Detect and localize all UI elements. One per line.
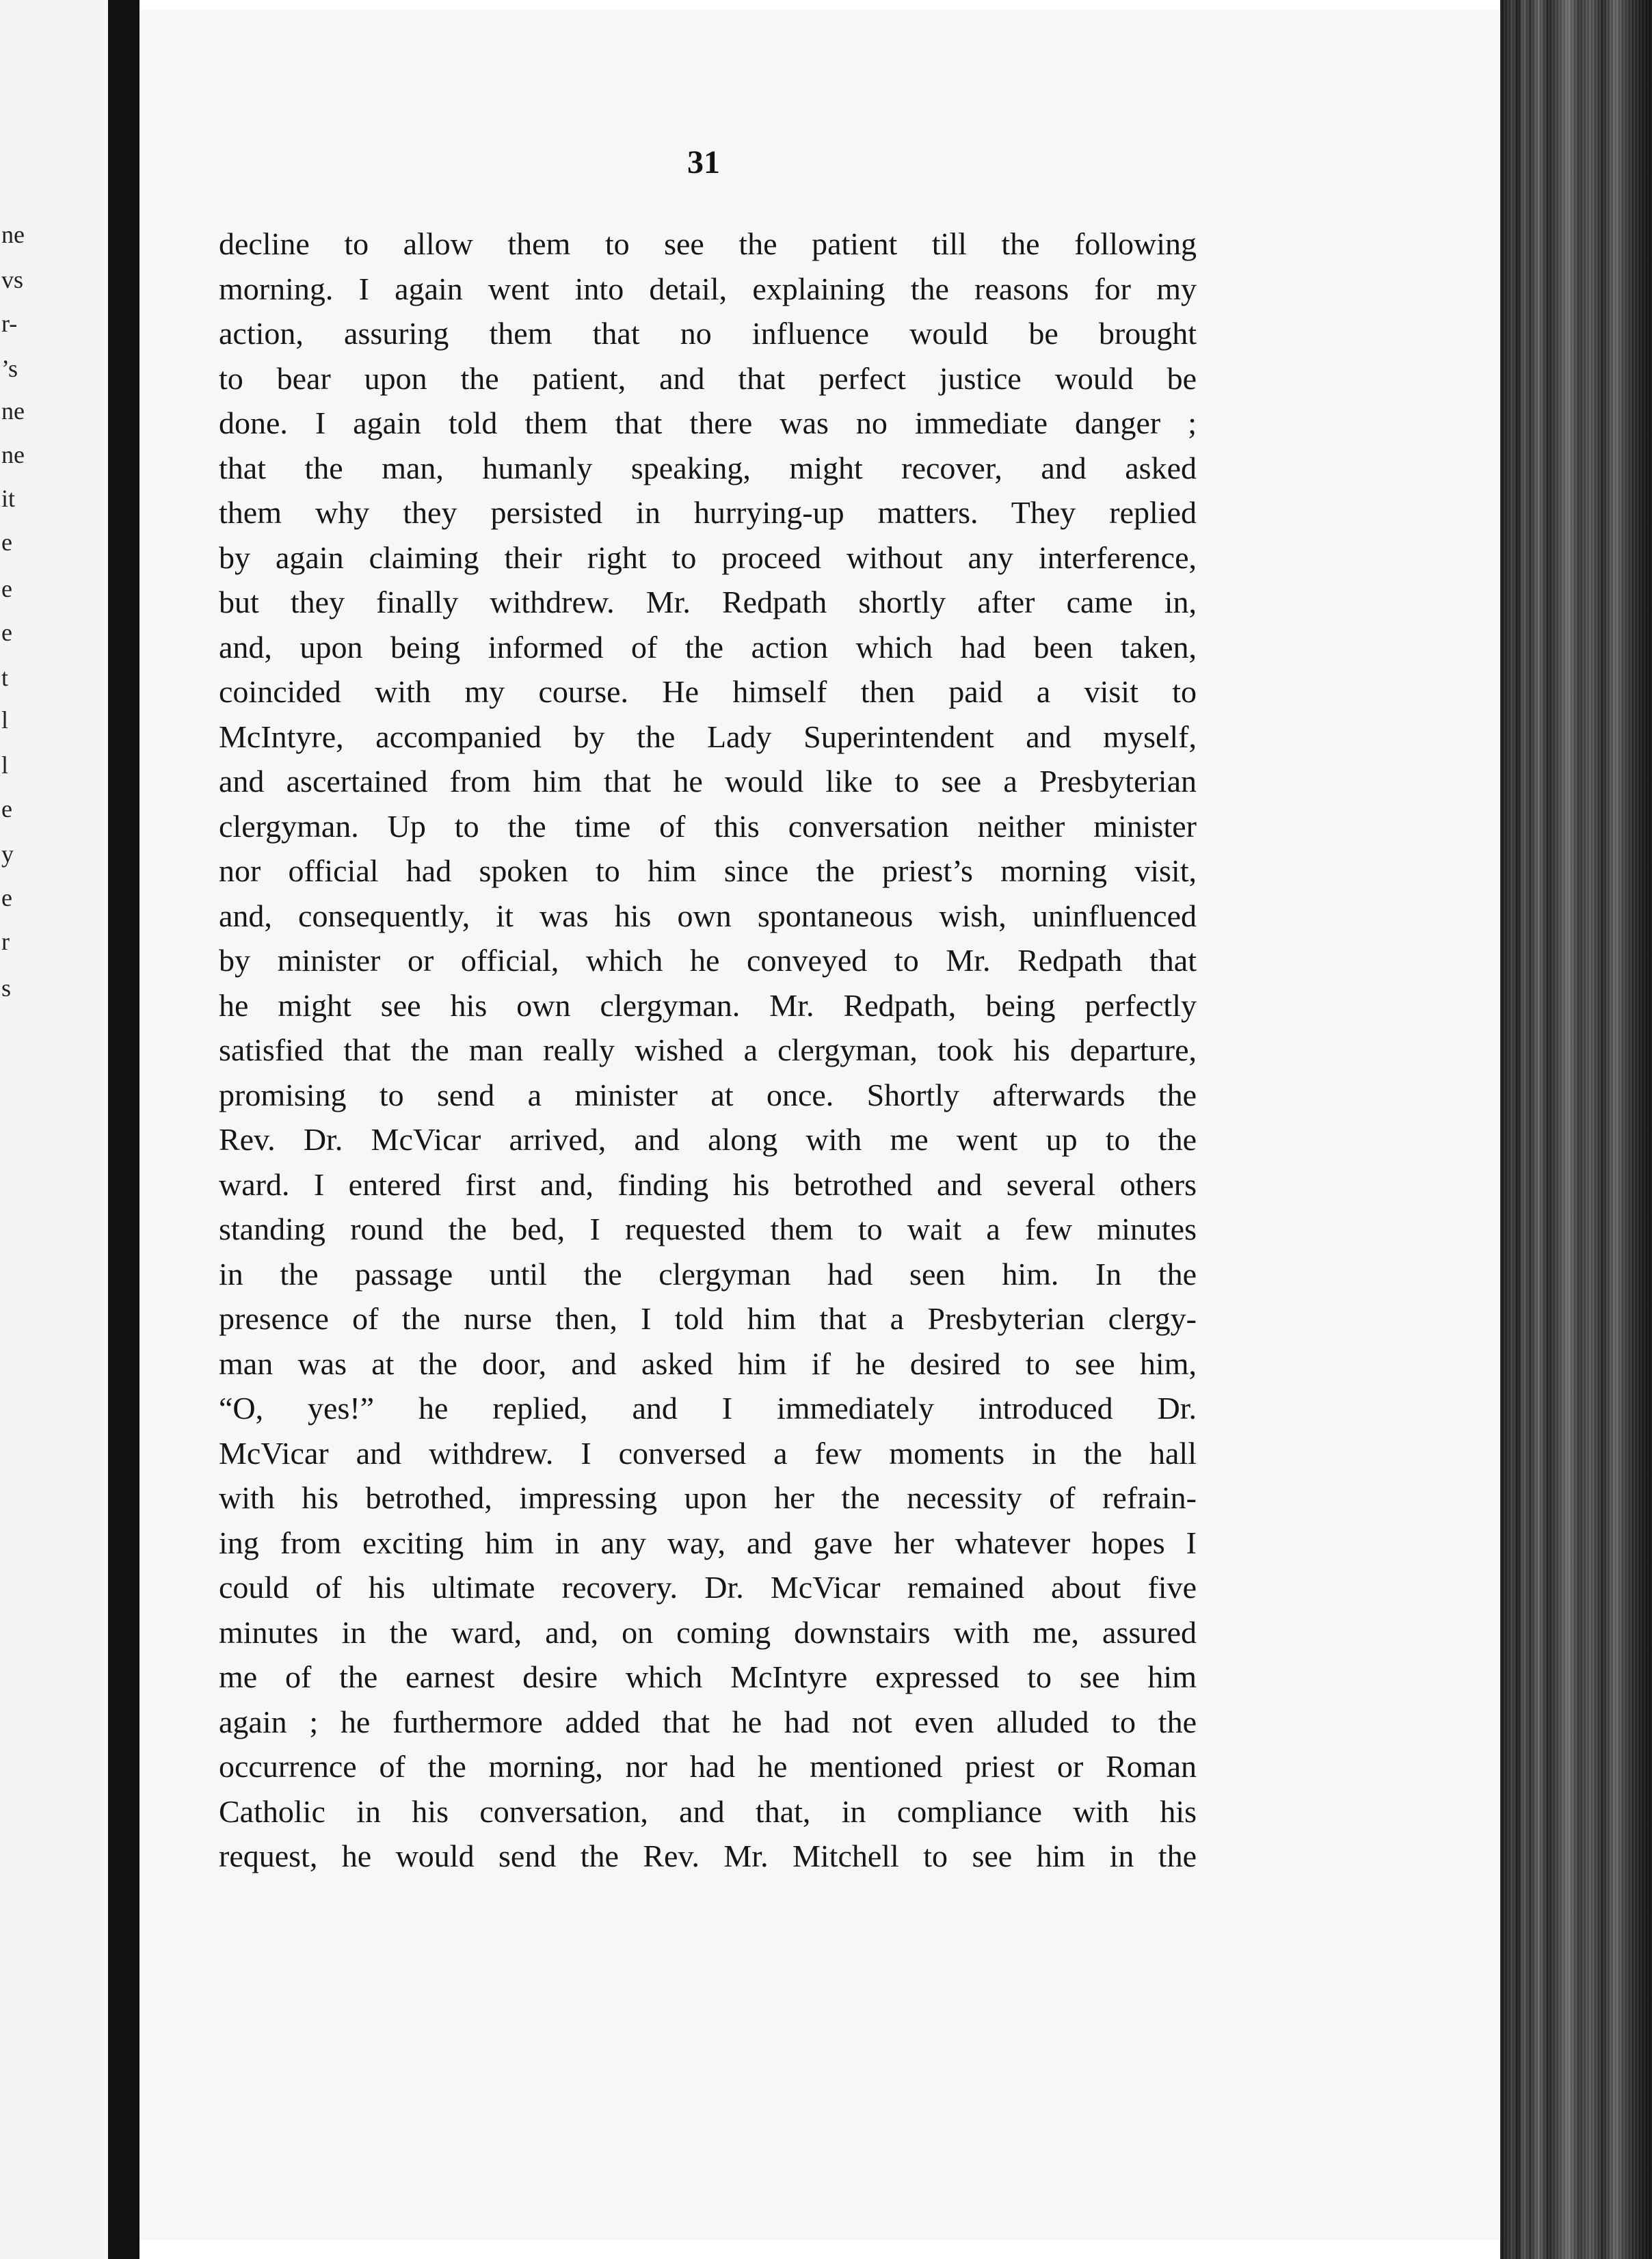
text-line: by again claiming their right to proceed without any interference,: [219, 539, 1197, 575]
text-line: clergyman. Up to the time of this conversation neither minister: [219, 808, 1197, 844]
left-page-fragment-text: e: [1, 575, 12, 602]
text-line: standing round the bed, I requested them to wait a few minutes: [219, 1212, 1197, 1246]
left-page-fragment-text: l: [1, 706, 9, 734]
text-line: by minister or official, which he conveyed to Mr. Redpath that: [219, 943, 1197, 978]
text-line: again ; he furthermore added that he had not even alluded to the: [219, 1704, 1197, 1739]
text-line: minutes in the ward, and, on coming downstairs with me, assured: [219, 1614, 1197, 1650]
text-line: and, upon being informed of the action which had been taken,: [219, 629, 1197, 665]
text-line: me of the earnest desire which McIntyre expressed to see him: [219, 1659, 1197, 1694]
left-page-fragment-text: l: [1, 751, 9, 779]
text-line: and, consequently, it was his own spontaneous wish, uninfluenced: [219, 898, 1197, 933]
text-line: them why they persisted in hurrying-up matters. They replied: [219, 495, 1197, 530]
text-line: occurrence of the morning, nor had he mentioned priest or Roman: [219, 1749, 1197, 1784]
text-line: but they finally withdrew. Mr. Redpath shortly after came in,: [219, 585, 1197, 619]
text-line: Catholic in his conversation, and that, in compliance with his: [219, 1793, 1197, 1829]
left-page-fragment-text: e: [1, 619, 12, 646]
text-line: and ascertained from him that he would like to see a Presbyterian: [219, 764, 1197, 799]
left-page-fragment-text: e: [1, 795, 12, 823]
text-line: presence of the nurse then, I told him that a Presbyterian clergy-: [219, 1301, 1197, 1336]
text-line: Rev. Dr. McVicar arrived, and along with me went up to the: [219, 1122, 1197, 1157]
text-line: ing from exciting him in any way, and gave her whatever hopes I: [219, 1525, 1197, 1560]
left-page-fragment-text: t: [1, 664, 9, 691]
text-line: done. I again told them that there was no immediate danger ;: [219, 405, 1197, 440]
left-page-fragment-text: e: [1, 884, 12, 911]
text-line: in the passage until the clergyman had seen him. In the: [219, 1256, 1197, 1292]
left-page-fragment-text: e: [1, 529, 12, 556]
text-line: could of his ultimate recovery. Dr. McVicar remained about five: [219, 1570, 1197, 1605]
left-page-fragment-text: y: [1, 840, 14, 868]
text-line: request, he would send the Rev. Mr. Mitchell to see him in the: [219, 1839, 1197, 1873]
text-line: satisfied that the man really wished a clergyman, took his departure,: [219, 1032, 1197, 1067]
left-page-fragment-text: ne: [1, 221, 25, 248]
text-line: coincided with my course. He himself then paid a visit to: [219, 674, 1197, 709]
left-page-fragment-text: s: [1, 974, 12, 1002]
left-page-fragment-text: r-: [1, 310, 18, 337]
text-line: morning. I again went into detail, explaining the reasons for my: [219, 271, 1197, 306]
text-line: “O, yes!” he replied, and I immediately introduced Dr.: [219, 1391, 1197, 1426]
left-page-fragment-text: ’s: [1, 355, 18, 382]
page-number: 31: [687, 144, 720, 181]
text-line: he might see his own clergyman. Mr. Redpath, being perfectly: [219, 987, 1197, 1023]
left-page-fragment-text: vs: [1, 266, 24, 293]
book-page: [139, 10, 1500, 2240]
text-line: man was at the door, and asked him if he desired to see him,: [219, 1346, 1197, 1381]
book-gutter: [108, 0, 139, 2259]
text-line: ward. I entered first and, finding his betrothed and several others: [219, 1166, 1197, 1202]
page-stack-fore-edge: [1500, 0, 1652, 2259]
text-line: that the man, humanly speaking, might recover, and asked: [219, 450, 1197, 485]
text-line: decline to allow them to see the patient till the following: [219, 226, 1197, 261]
text-line: promising to send a minister at once. Shortly afterwards the: [219, 1077, 1197, 1112]
text-line: nor official had spoken to him since the priest’s morning visit,: [219, 853, 1197, 888]
left-page-fragment-text: it: [1, 485, 16, 512]
left-page-fragment: [0, 0, 108, 2259]
text-line: McIntyre, accompanied by the Lady Superintendent and myself,: [219, 719, 1197, 754]
left-page-fragment-text: r: [1, 928, 10, 955]
left-page-fragment-text: ne: [1, 397, 25, 425]
text-line: action, assuring them that no influence would be brought: [219, 316, 1197, 351]
text-line: to bear upon the patient, and that perfect justice would be: [219, 360, 1197, 396]
left-page-fragment-text: ne: [1, 441, 25, 468]
page-body-text: [219, 222, 1197, 1879]
text-line: McVicar and withdrew. I conversed a few moments in the hall: [219, 1435, 1197, 1471]
text-line: with his betrothed, impressing upon her the necessity of refrain-: [219, 1480, 1197, 1515]
